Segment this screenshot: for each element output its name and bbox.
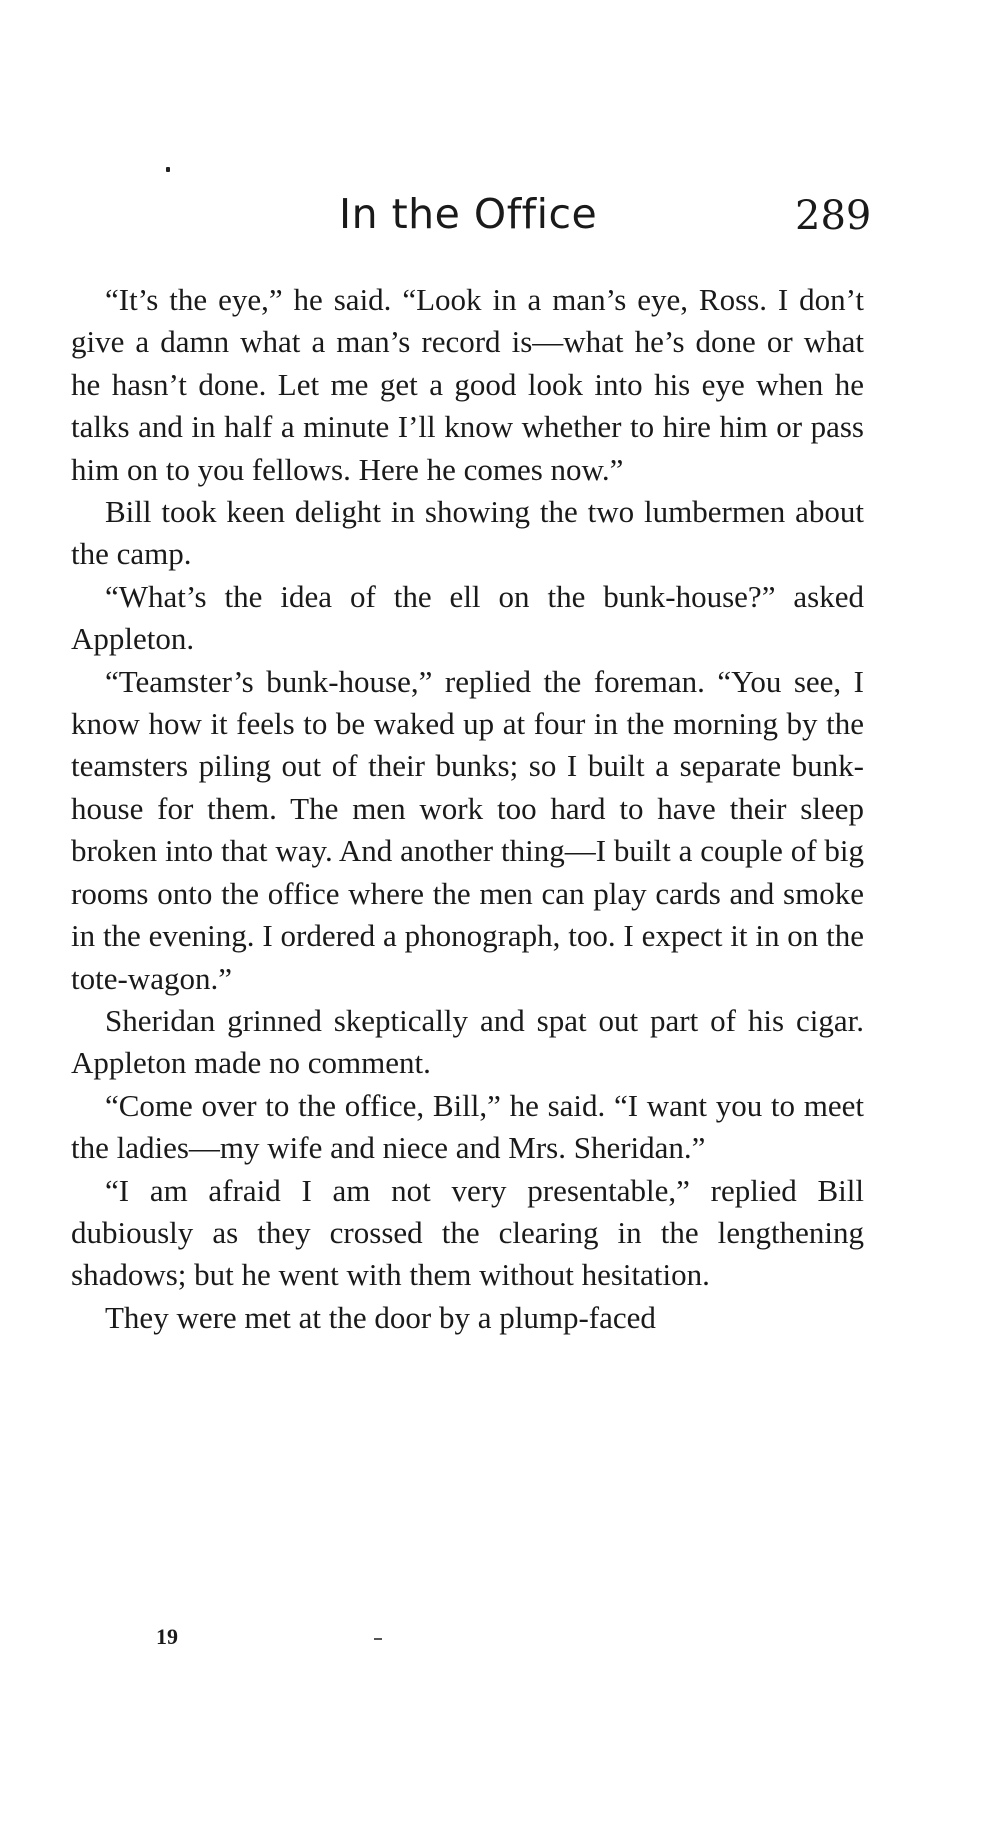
signature-mark: 19 <box>156 1624 178 1649</box>
paragraph: “I am afraid I am not very presentable,” replied Bill dubiously as they crossed the clearing in the lengthening shadows; but he went with them without hesitation. <box>71 1172 864 1293</box>
paragraph: They were met at the door by a plump-faced <box>105 1299 656 1335</box>
paragraph: “Teamster’s bunk-house,” replied the foreman. “You see, I know how it feels to be waked up at four in the morning by the teamsters piling out of their bunks; so I built a separate bunk-house for them. The men work too hard to have their sleep broken into that way. And another thing—I built a couple of big rooms onto the office where the men can play cards and smoke in the evening. I ordered a phonograph, too. I expect it in on the tote-wagon.” <box>71 663 864 996</box>
paragraph: Bill took keen delight in showing the two lumbermen about the camp. <box>71 494 864 572</box>
paragraph: “What’s the idea of the ell on the bunk-house?” asked Appleton. <box>71 578 864 657</box>
paragraph: “It’s the eye,” he said. “Look in a man’s eye, Ross. I don’t give a damn what a man’s record is—what he’s done or what he hasn’t done. Let me get a good look into his eye when he talks and in half a minute I’ll know whether to hire him or pass him on to you fellows. Here he comes now.” <box>71 282 864 487</box>
page-footer <box>0 1622 1000 1662</box>
paragraph: Sheridan grinned skeptically and spat out part of his cigar. Appleton made no comment. <box>71 1002 864 1081</box>
body-text <box>71 279 864 1339</box>
running-head <box>0 186 1000 242</box>
paragraph: “Come over to the office, Bill,” he said. “I want you to meet the ladies—my wife and niece and Mrs. Sheridan.” <box>71 1087 864 1166</box>
ink-speck <box>166 167 170 172</box>
running-title: In the Office <box>339 190 598 238</box>
footer-tick-mark <box>374 1638 382 1640</box>
page-number: 289 <box>795 193 872 239</box>
